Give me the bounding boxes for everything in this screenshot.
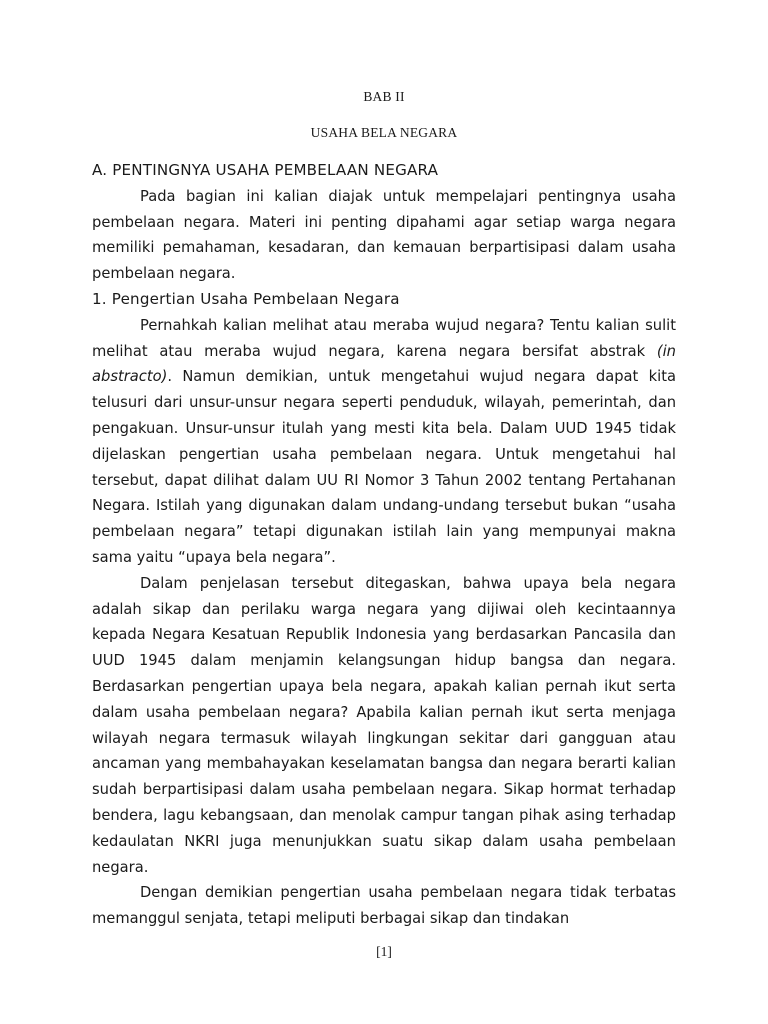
section-a-heading: A. PENTINGNYA USAHA PEMBELAAN NEGARA — [92, 161, 439, 179]
page-number: [1] — [376, 944, 392, 959]
paragraph-1 — [92, 313, 676, 571]
subsection-1-heading: 1. Pengertian Usaha Pembelaan Negara — [92, 289, 400, 308]
paragraph-1-italic-term: (in abstracto) — [92, 342, 676, 386]
body-text — [92, 158, 676, 932]
chapter-title: USAHA BELA NEGARA — [310, 125, 458, 140]
paragraph-1-text-a: Pernahkah kalian melihat atau meraba wujud negara? Tentu kalian sulit melihat atau meraba wujud negara, karena negara bersifat abstrak — [92, 316, 676, 360]
chapter-label: BAB II — [363, 89, 405, 104]
paragraph-3: Dengan demikian pengertian usaha pembelaan negara tidak terbatas memanggul senjata, tetapi meliputi berbagai sikap dan tindakan — [92, 884, 676, 928]
paragraph-2: Dalam penjelasan tersebut ditegaskan, bahwa upaya bela negara adalah sikap dan perilaku warga negara yang dijiwai oleh kecintaannya kepada Negara Kesatuan Republik Indonesia yang berdasarkan Pancasila dan UUD 1945 dalam menjamin kelangsungan hidup bangsa dan negara. Berdasarkan pengertian upaya bela negara, apakah kalian pernah ikut serta dalam usaha pembelaan negara? Apabila kalian pernah ikut serta menjaga wilayah negara termasuk wilayah lingkungan sekitar dari gangguan atau ancaman yang membahayakan keselamatan bangsa dan negara berarti kalian sudah berpartisipasi dalam usaha pembelaan negara. Sikap hormat terhadap bendera, lagu kebangsaan, dan menolak campur tangan pihak asing terhadap kedaulatan NKRI juga menunjukkan suatu sikap dalam usaha pembelaan negara. — [92, 574, 676, 876]
paragraph-1-text-b: . Namun demikian, untuk mengetahui wujud negara dapat kita telusuri dari unsur-unsur negara seperti penduduk, wilayah, pemerintah, dan pengakuan. Unsur-unsur itulah yang mesti kita bela. Dalam UUD 1945 tidak dijelaskan pengertian usaha pembelaan negara. Untuk mengetahui hal tersebut, dapat dilihat dalam UU RI Nomor 3 Tahun 2002 tentang Pertahanan Negara. Istilah yang digunakan dalam undang-undang tersebut bukan “usaha pembelaan negara” tetapi digunakan istilah lain yang mempunyai makna sama yaitu “upaya bela negara”. — [92, 368, 676, 566]
section-a-paragraph: Pada bagian ini kalian diajak untuk mempelajari pentingnya usaha pembelaan negara. Materi ini penting dipahami agar setiap warga negara memiliki pemahaman, kesadaran, dan kemauan berpartisipasi dalam usaha pembelaan negara. — [92, 187, 676, 283]
